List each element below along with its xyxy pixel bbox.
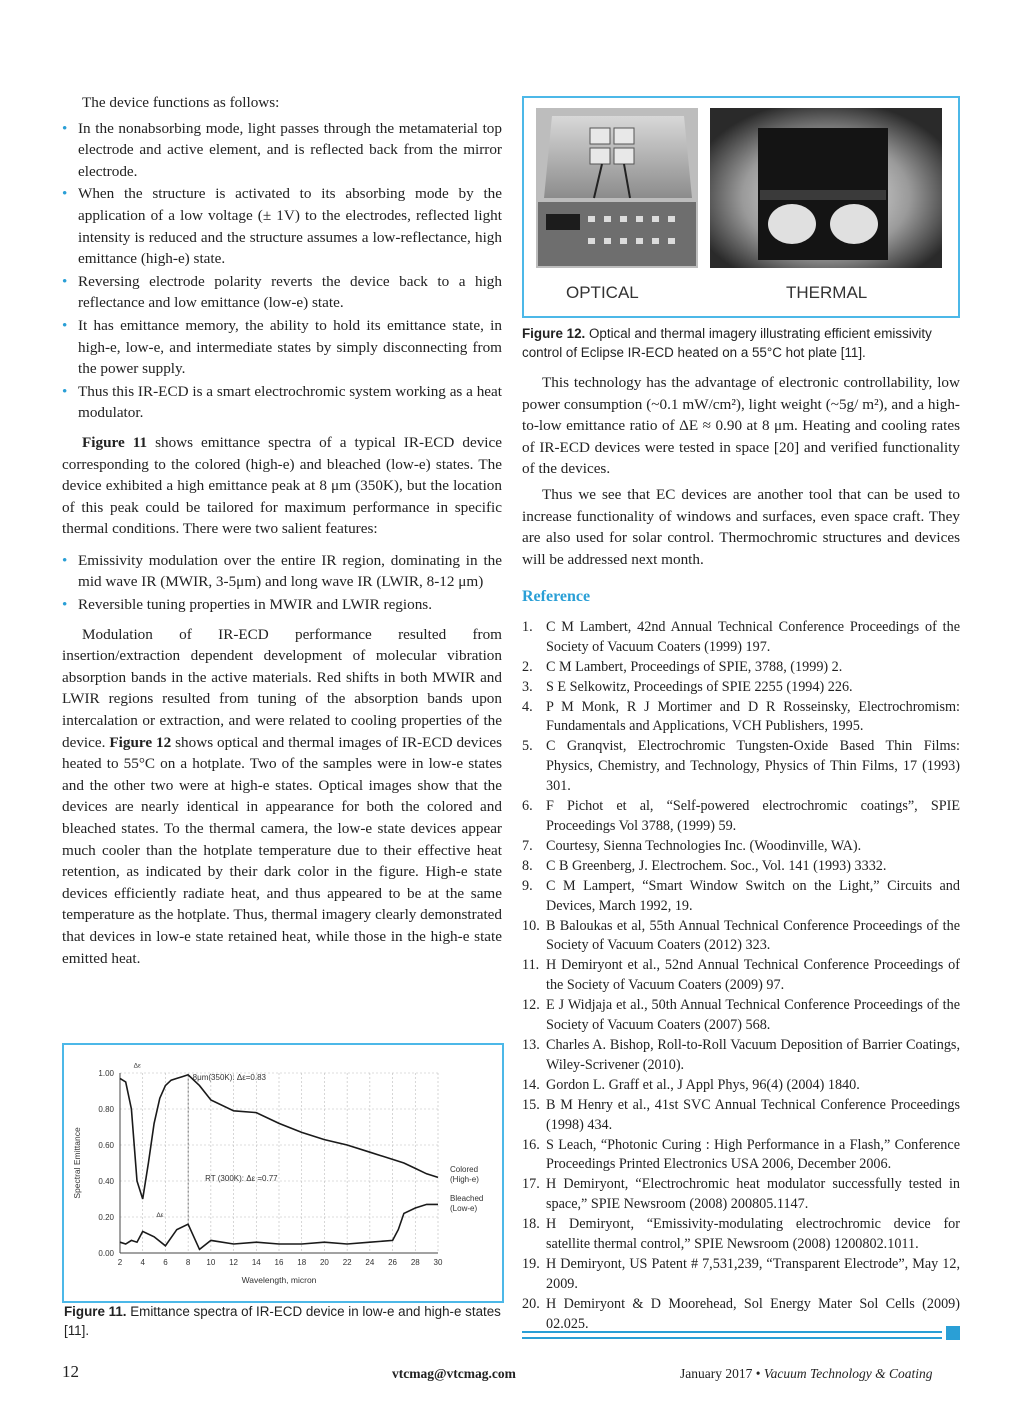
x-tick-label: 10 [206,1258,216,1267]
footer-issue [680,1366,932,1382]
x-tick-label: 16 [274,1258,284,1267]
legend-colored: Colored [450,1165,479,1174]
emittance-chart [64,1045,502,1301]
para-advantages: This technology has the advantage of electronic controllability, low power consumption (~0.1 mW/cm²), light weight (~5g/ m²), and a high-to-low emittance ratio of ΔE ≈ 0.90 at 8 μm. Heating and cooling rates of IR-ECD devices were tested in space [20] and verified functionality of the devices. [522,374,960,478]
reference-text: H Demiryont, “Electrochromic heat modulator successfully tested in space,” SPIE Newsroom (2008) 200805.1147. [546,1176,960,1213]
bullet-text: When the structure is activated to its absorbing mode by the application of a low voltage (± 1V) to the electrodes, reflected light intensity is reduced and the structure assumes a low-reflectance, high emittance (high-e) state. [78,185,502,268]
thermal-label: THERMAL [786,283,868,302]
y-tick-label: 1.00 [98,1069,114,1078]
reference-item [522,877,960,917]
x-tick-label: 6 [163,1258,168,1267]
reference-item [522,1096,960,1136]
figure12-image [524,98,958,316]
reference-text: E J Widjaja et al., 50th Annual Technical Conference Proceedings of the Society of Vacuum Coaters (2007) 568. [546,997,960,1034]
reference-number: 15. [522,1096,540,1113]
reference-text: B M Henry et al., 41st SVC Annual Technical Conference Proceedings (1998) 434. [546,1096,960,1133]
figure11-frame [62,1043,504,1303]
figure11-caption-label: Figure 11. [64,1304,127,1319]
legend-bleached: Bleached [450,1193,484,1203]
bullet-item [62,550,502,593]
reference-number: 13. [522,1036,540,1053]
footer-date: January 2017 [680,1366,753,1381]
reference-text: B Baloukas et al, 55th Annual Technical Conference Proceedings of the Society of Vacuum Coaters (2012) 323. [546,917,960,954]
reference-item [522,917,960,957]
reference-number: 19. [522,1255,540,1272]
reference-number: 14. [522,1076,540,1093]
reference-number: 12. [522,997,540,1014]
x-tick-label: 4 [140,1258,145,1267]
bullet-dot-icon: • [62,119,68,137]
reference-item [522,1036,960,1076]
reference-item [522,1175,960,1215]
bullet-dot-icon: • [62,382,68,400]
reference-text: P M Monk, R J Mortimer and D R Rosseinsky, Electrochromism: Fundamentals and Applications, VCH Publishers, 1995. [546,698,960,735]
function-list [62,118,502,424]
bullet-text: Emissivity modulation over the entire IR region, dominating in the mid wave IR (MWIR, 3-5μm) and long wave IR (LWIR, 8-12 μm) [78,551,502,591]
figure12-caption-label: Figure 12. [522,326,586,341]
bullet-dot-icon: • [62,316,68,334]
bullet-dot-icon: • [62,596,68,614]
right-column [522,92,960,1335]
x-tick-label: 14 [251,1258,261,1267]
figure11-caption [64,1302,502,1340]
bullet-dot-icon: • [62,185,68,203]
legend-colored-state: (High-e) [450,1175,479,1184]
para-modulation-a: Modulation of IR-ECD performance resulted from insertion/extraction dependent development of molecular vibration absorption bands in the active materials. Red shifts in both MWIR and LWIR regions resulted from tuning of the absorption bands upon intercalation or extraction, and were related to cooling properties of the device. [62,625,502,751]
y-tick-label: 0.60 [98,1141,114,1150]
reference-text: S Leach, “Photonic Curing : High Performance in a Flash,” Conference Proceedings Printed Electronics USA 2006, December 2006. [546,1136,960,1173]
annotation-rt: RT (300K): Δε =0.77 [205,1174,278,1183]
bullet-item [62,315,502,380]
reference-list [522,618,960,1335]
reference-number: 16. [522,1136,540,1153]
bullet-text: Reversing electrode polarity reverts the device back to a high reflectance and low emittance (low-e) state. [78,272,502,312]
x-tick-label: 24 [365,1258,375,1267]
y-tick-label: 0.00 [98,1249,114,1258]
figure12-ref: Figure 12 [109,733,172,751]
x-tick-label: 12 [229,1258,239,1267]
reference-text: C B Greenberg, J. Electrochem. Soc., Vol. 141 (1993) 3332. [546,857,887,874]
reference-item [522,996,960,1036]
figure12-frame [522,96,960,318]
reference-text: H Demiryont et al., 52nd Annual Technical Conference Proceedings of the Society of Vacuum Coaters (2009) 97. [546,957,960,994]
reference-number: 10. [522,917,540,934]
reference-item [522,797,960,837]
x-tick-label: 22 [342,1258,352,1267]
para-figure11-text: shows emittance spectra of a typical IR-ECD device corresponding to the colored (high-e) and bleached (low-e) states. The device exhibited a high emittance peak at 8 μm (350K), but the location of this peak could be tailored for maximum performance in specific thermal conditions. There were two salient features: [62,433,503,538]
reference-item [522,1295,960,1335]
annotation-8um: 8μm(350K): Δε=0.83 [192,1073,267,1083]
reference-number: 20. [522,1295,540,1312]
bullet-text: In the nonabsorbing mode, light passes through the metamaterial top electrode and active element, and is reflected back from the mirror electrode. [78,119,502,180]
reference-text: H Demiryont, “Emissivity-modulating electrochromic device for satellite thermal control,” SPIE Newsroom (2008) 1200802.1011. [546,1216,960,1253]
bullet-dot-icon: • [62,272,68,290]
reference-text: S E Selkowitz, Proceedings of SPIE 2255 (1994) 226. [546,678,853,695]
reference-text: H Demiryont, US Patent # 7,531,239, “Transparent Electrode”, May 12, 2009. [546,1255,960,1292]
thermal-photo [710,108,942,268]
para-figure11 [62,432,502,540]
optical-photo [536,108,698,268]
y-tick-label: 0.40 [98,1177,114,1186]
reference-number: 4. [522,698,533,715]
reference-item [522,1215,960,1255]
bullet-text: Reversible tuning properties in MWIR and LWIR regions. [78,596,433,614]
figure12-caption [522,324,960,362]
reference-number: 5. [522,738,533,755]
bullet-item [62,271,502,314]
para-modulation-b: shows optical and thermal images of IR-ECD devices heated to 55°C on a hotplate. Two of the samples were in low-e states and the other two were at high-e states. Optical images show that the devices are nearly identical in appearance for both the colored and bleached states. To the thermal camera, the low-e state devices appear much cooler than the hotplate temperature due to their effective heat retention, as indicated by their dark color in the figure. High-e state devices efficiently radiate heat, and thus appeared to be at the same temperature as the hotplate. Thus, thermal imagery clearly demonstrated that devices in low-e state retained heat, while those in the high-e state emitted heat. [62,733,503,967]
features-list [62,550,502,616]
reference-number: 11. [522,957,540,974]
figure11-ref: Figure 11 [82,433,148,451]
y-tick-label: 0.80 [98,1105,114,1114]
footer-email: vtcmag@vtcmag.com [392,1366,516,1381]
para-modulation [62,624,502,970]
reference-item [522,618,960,658]
x-tick-label: 2 [117,1258,123,1267]
reference-item [522,658,960,678]
bullet-item [62,183,502,269]
bullet-text: It has emittance memory, the ability to hold its emittance state, in high-e, low-e, and intermediate states by simply disconnecting from the power supply. [78,316,502,378]
figure12-caption-text: Optical and thermal imagery illustrating efficient emissivity control of Eclipse IR-ECD heated on a 55°C hot plate [11]. [522,326,932,360]
para-conclusion: Thus we see that EC devices are another tool that can be used to increase functionality of windows and surfaces, even space craft. They are also used for solar control. Thermochromic structures and devices will be addressed next month. [522,485,960,568]
reference-item [522,857,960,877]
reference-text: Gordon L. Graff et al., J Appl Phys, 96(4) (2004) 1840. [546,1076,860,1093]
reference-number: 17. [522,1176,540,1193]
reference-number: 6. [522,798,533,815]
y-axis-label: Spectral Emittance [72,1127,82,1199]
x-axis-label: Wavelength, micron [241,1275,317,1285]
bullet-text: Thus this IR-ECD is a smart electrochromic system working as a heat modulator. [78,382,502,422]
reference-item [522,837,960,857]
reference-text: C M Lampert, “Smart Window Switch on the Light,” Circuits and Devices, March 1992, 19. [546,877,960,914]
reference-item [522,678,960,698]
left-column [62,92,502,969]
reference-number: 8. [522,857,533,874]
x-tick-label: 28 [410,1258,420,1267]
intro-text: The device functions as follows: [82,94,280,111]
legend-bleached-state: (Low-e) [450,1203,478,1213]
reference-number: 3. [522,678,533,695]
reference-number: 9. [522,877,533,894]
bullet-dot-icon: • [62,551,68,569]
reference-number: 1. [522,618,533,635]
x-tick-label: 20 [319,1258,329,1267]
optical-label: OPTICAL [566,283,639,302]
reference-text: H Demiryont & D Moorehead, Sol Energy Mater Sol Cells (2009) 02.025. [546,1295,960,1332]
reference-number: 7. [522,837,533,854]
reference-item [522,1076,960,1096]
reference-text: C Granqvist, Electrochromic Tungsten-Oxide Based Thin Films: Physics, Chemistry, and Technology, Physics of Thin Films, 17 (1993) 301. [546,738,960,795]
footer-separator: • [755,1366,761,1381]
bullet-item [62,594,502,616]
reference-text: Courtesy, Sienna Technologies Inc. (Woodinville, WA). [546,837,862,854]
reference-text: Charles A. Bishop, Roll-to-Roll Vacuum Deposition of Barrier Coatings, Wiley-Scrivener (2010). [546,1036,960,1073]
annotation-min: Δε [156,1212,164,1219]
reference-item [522,1255,960,1295]
x-tick-label: 26 [388,1258,398,1267]
reference-text: C M Lambert, Proceedings of SPIE, 3788, (1999) 2. [546,658,843,675]
reference-number: 2. [522,658,533,675]
x-tick-label: 30 [433,1258,443,1267]
footer-square [946,1326,960,1340]
annotation-peak: Δε [133,1062,141,1070]
reference-heading: Reference [522,588,591,606]
figure11-caption-text: Emittance spectra of IR-ECD device in low-e and high-e states [11]. [64,1304,501,1338]
reference-item [522,1136,960,1176]
y-tick-label: 0.20 [98,1213,114,1222]
bullet-item [62,381,502,424]
bullet-item [62,118,502,183]
reference-item [522,698,960,738]
x-tick-label: 18 [297,1258,307,1267]
page-number: 12 [62,1362,79,1381]
reference-item [522,737,960,797]
footer-magazine: Vacuum Technology & Coating [763,1366,933,1381]
x-tick-label: 8 [185,1258,191,1267]
reference-item [522,956,960,996]
reference-number: 18. [522,1216,540,1233]
reference-text: F Pichot et al, “Self-powered electrochromic coatings”, SPIE Proceedings Vol 3788, (1999) 59. [546,798,960,834]
reference-text: C M Lambert, 42nd Annual Technical Conference Proceedings of the Society of Vacuum Coaters (1999) 197. [546,618,960,655]
footer-rule [522,1331,942,1339]
